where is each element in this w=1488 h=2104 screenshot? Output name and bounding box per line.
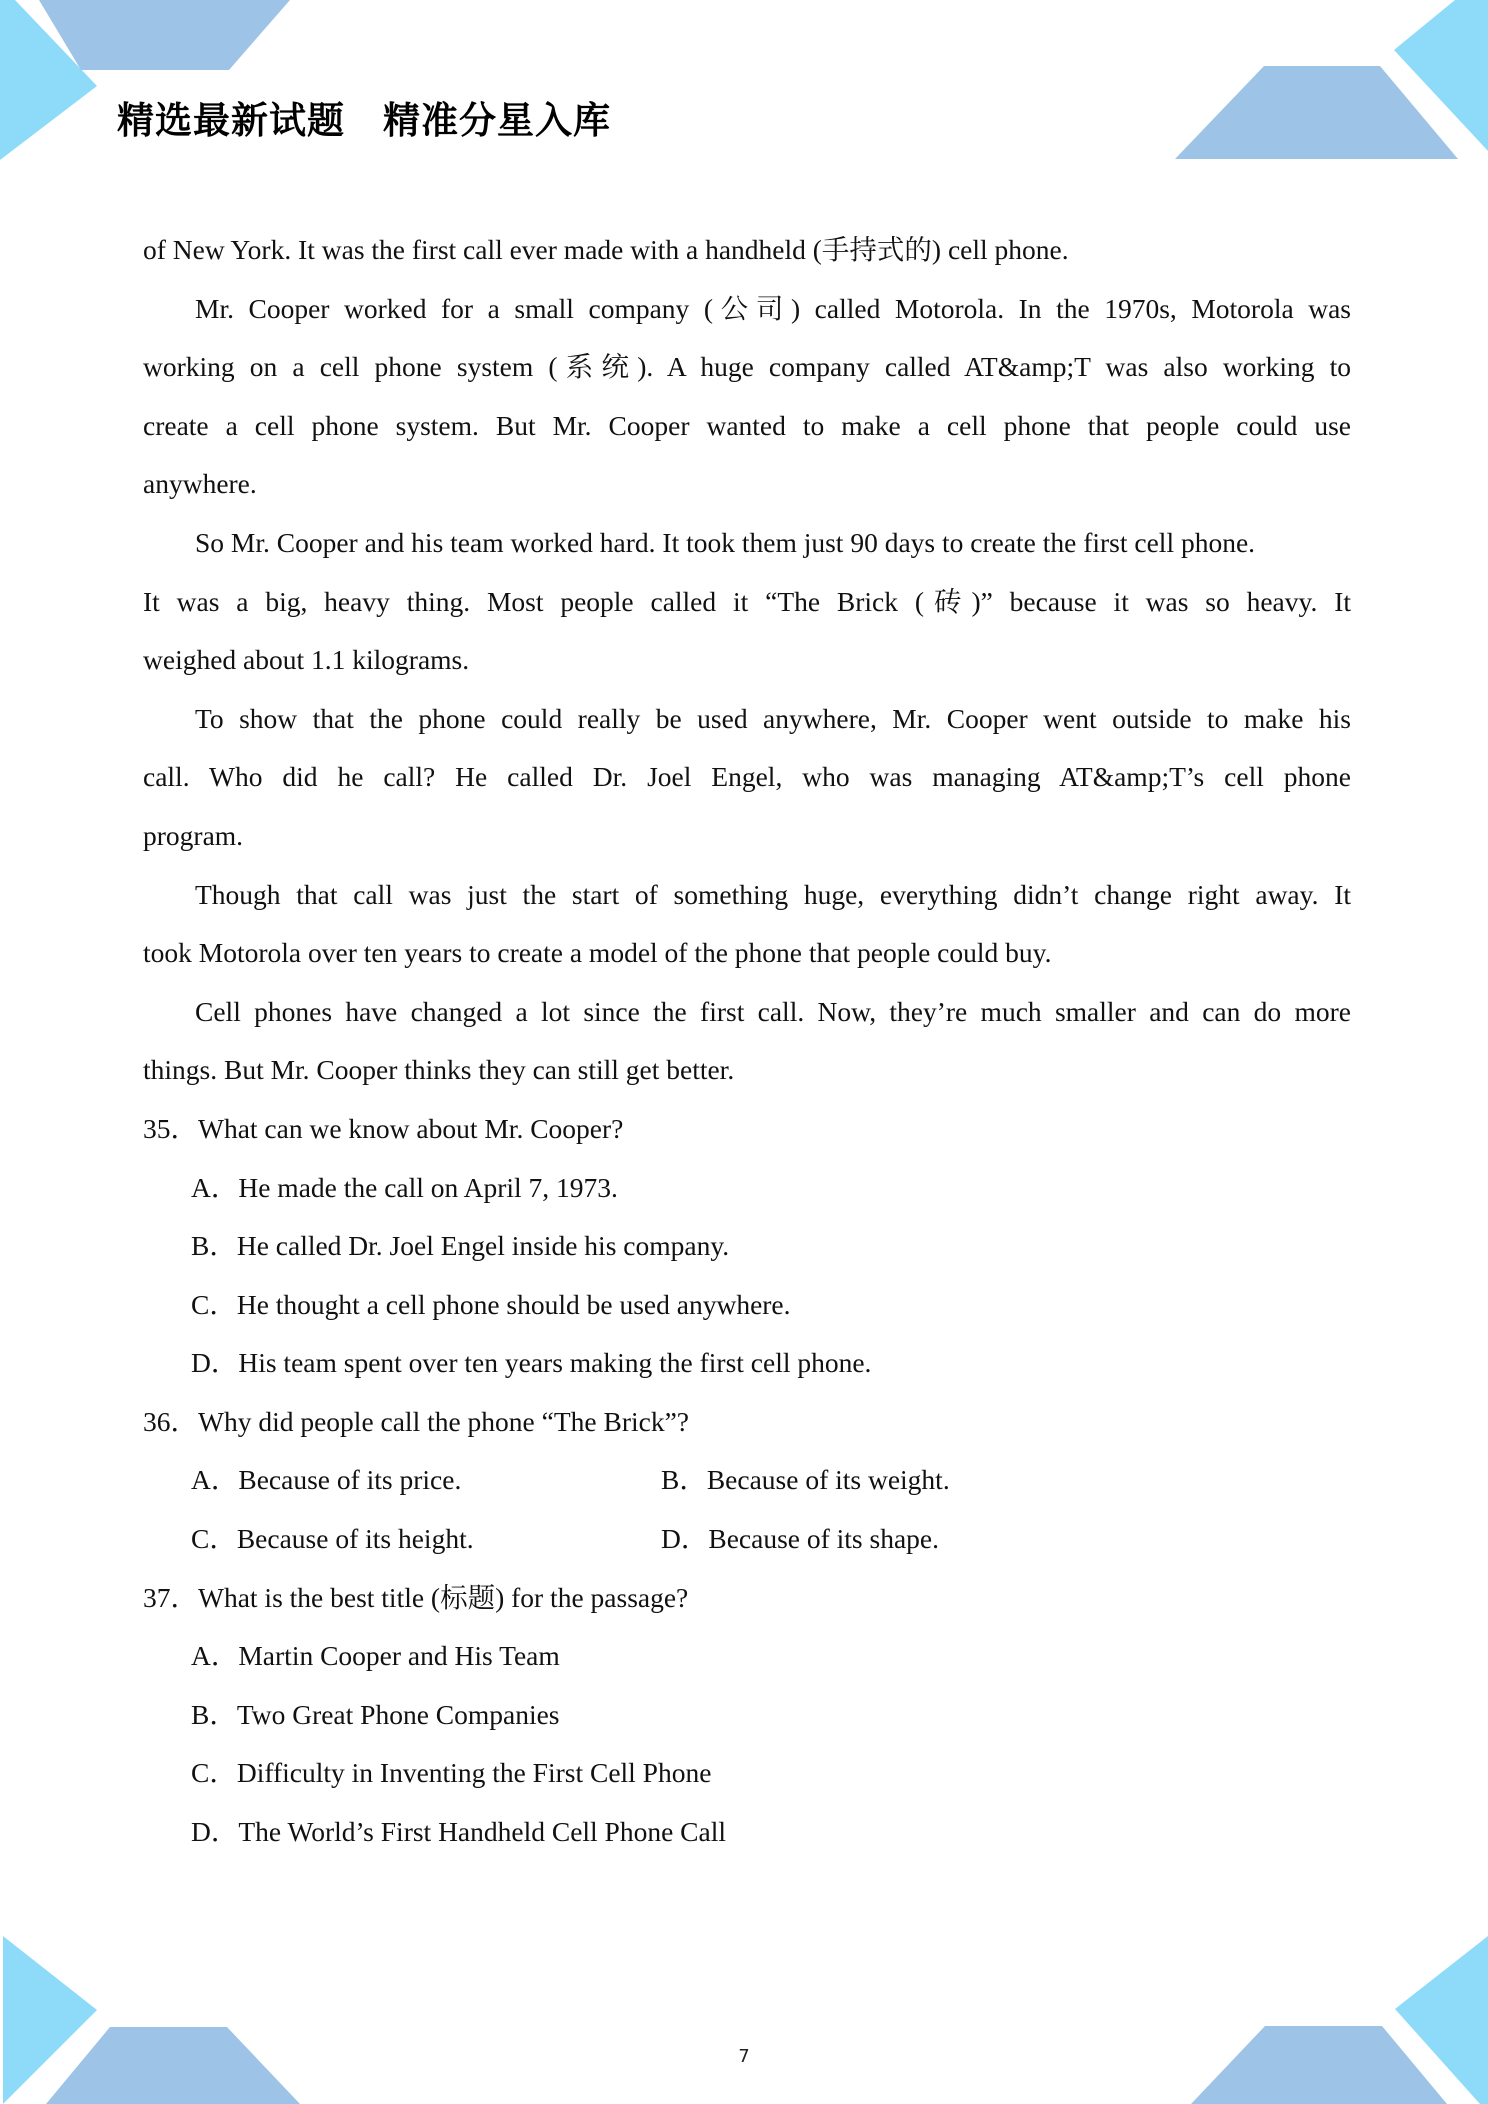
passage-line: Cell phones have changed a lot since the first call. Now, they’re much smaller and can do more — [195, 995, 1351, 1027]
question-36 — [143, 1393, 1351, 1569]
question-stem: 36．Why did people call the phone “The Brick”? — [143, 1405, 689, 1437]
answer-option: B．Because of its weight. — [661, 1464, 950, 1496]
document-body — [143, 221, 1351, 1862]
question-stem: 35．What can we know about Mr. Cooper? — [143, 1112, 624, 1144]
question-stem: 37．What is the best title (标题) for the passage? — [143, 1581, 689, 1613]
passage-line: Though that call was just the start of something huge, everything didn’t change right away. It — [195, 878, 1351, 910]
passage-line: things. But Mr. Cooper thinks they can still get better. — [143, 1054, 735, 1086]
bottom-right-triangle-shape — [1395, 1936, 1488, 2104]
answer-option: B．He called Dr. Joel Engel inside his company. — [191, 1230, 730, 1262]
page-number: 7 — [738, 2046, 750, 2067]
passage-line: So Mr. Cooper and his team worked hard. It took them just 90 days to create the first cell phone. — [195, 526, 1256, 558]
answer-option: A．Because of its price. — [191, 1464, 462, 1496]
answer-option: D．His team spent over ten years making the first cell phone. — [191, 1347, 872, 1379]
answer-option-row — [143, 1451, 1351, 1510]
top-left-trapezoid-shape — [39, 0, 290, 70]
passage-line: To show that the phone could really be used anywhere, Mr. Cooper went outside to make his — [195, 702, 1351, 734]
answer-option: C．Because of its height. — [191, 1523, 474, 1555]
bottom-left-triangle-shape — [3, 1936, 97, 2104]
answer-option: C．Difficulty in Inventing the First Cell Phone — [191, 1757, 712, 1789]
passage-line: working on a cell phone system (系统). A huge company called AT&amp;T was also working to — [143, 351, 1351, 383]
answer-option: A．He made the call on April 7, 1973. — [191, 1171, 618, 1203]
answer-option: A．Martin Cooper and His Team — [191, 1640, 560, 1672]
passage-line: weighed about 1.1 kilograms. — [143, 644, 470, 676]
header-title: 精选最新试题 精准分星入库 — [117, 99, 611, 142]
answer-option: C．He thought a cell phone should be used anywhere. — [191, 1288, 791, 1320]
reading-passage — [143, 221, 1351, 1100]
top-right-trapezoid-shape — [1175, 66, 1458, 159]
answer-option: D．The World’s First Handheld Cell Phone Call — [191, 1816, 727, 1848]
passage-line: took Motorola over ten years to create a model of the phone that people could buy. — [143, 937, 1052, 969]
passage-line: anywhere. — [143, 468, 257, 500]
passage-line: It was a big, heavy thing. Most people called it “The Brick (砖)” because it was so heavy. It — [143, 585, 1351, 617]
top-right-triangle-shape — [1394, 0, 1488, 151]
passage-line: of New York. It was the first call ever made with a handheld (手持式的) cell phone. — [143, 234, 1069, 265]
answer-option: D．Because of its shape. — [661, 1523, 939, 1555]
question-37 — [143, 1569, 1351, 1862]
passage-line: Mr. Cooper worked for a small company (公司) called Motorola. In the 1970s, Motorola was — [195, 292, 1351, 324]
passage-line: create a cell phone system. But Mr. Cooper wanted to make a cell phone that people could use — [143, 409, 1351, 441]
passage-line: call. Who did he call? He called Dr. Joel Engel, who was managing AT&amp;T’s cell phone — [143, 761, 1351, 793]
top-left-triangle-shape — [0, 0, 97, 160]
answer-option-row — [143, 1510, 1351, 1569]
passage-line: program. — [143, 819, 244, 851]
question-35 — [143, 1100, 1351, 1393]
answer-option: B．Two Great Phone Companies — [191, 1698, 560, 1730]
